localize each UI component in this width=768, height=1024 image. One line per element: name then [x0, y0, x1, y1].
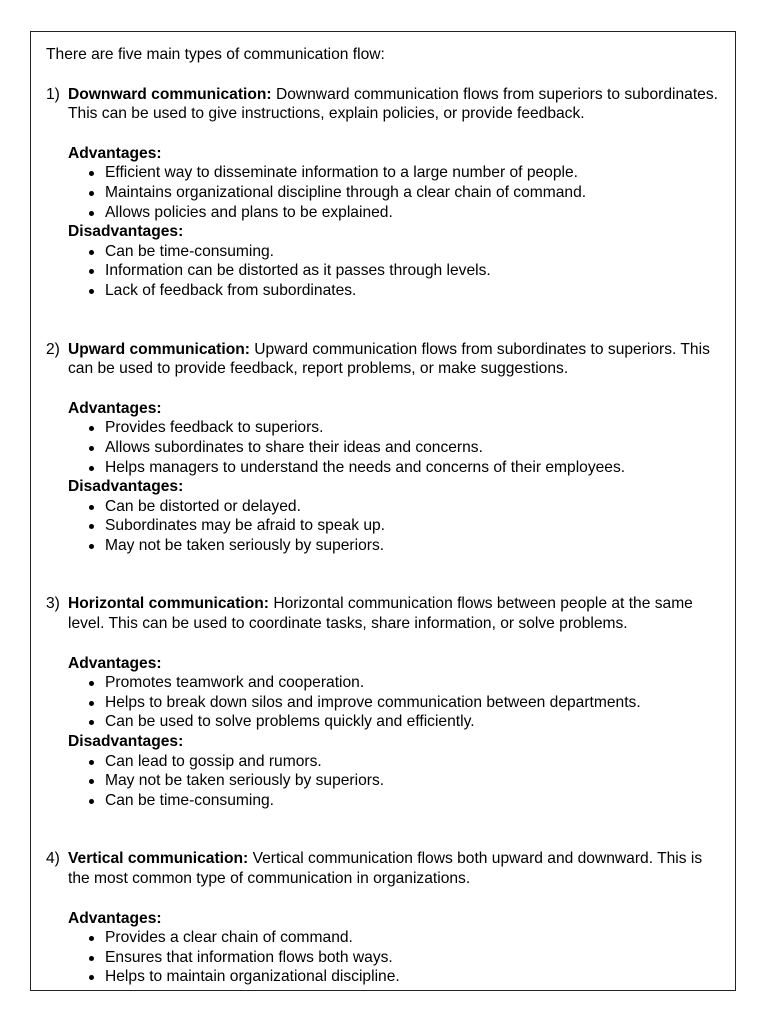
- section-heading: [46, 85, 726, 124]
- list-item: Can be distorted or delayed.: [68, 497, 726, 517]
- section-description: Horizontal communication flows between people at the same level. This can be used to coordinate tasks, share information, or solve problems.: [68, 595, 693, 633]
- section-horizontal: [46, 594, 726, 810]
- section-heading: [46, 340, 726, 379]
- section-description: Vertical communication flows both upward and downward. This is the most common type of communication in organizations.: [68, 850, 703, 887]
- disadvantages-label: Disadvantages:: [68, 223, 184, 241]
- list-item: Lack of feedback from subordinates.: [68, 281, 726, 301]
- section-number: 4): [46, 850, 60, 868]
- pros-cons: [46, 399, 726, 556]
- list-item: Efficient way to disseminate information to a large number of people.: [68, 163, 726, 183]
- list-item: Helps to break down silos and improve communication between departments.: [68, 693, 726, 713]
- section-description: Downward communication flows from superiors to subordinates. This can be used to give instructions, explain policies, or provide feedback.: [68, 85, 718, 123]
- disadvantages-list: [68, 242, 726, 301]
- list-item: Helps to maintain organizational discipline.: [68, 967, 726, 987]
- list-item: Maintains organizational discipline through a clear chain of command.: [68, 183, 726, 203]
- advantages-list: [68, 673, 726, 732]
- section-number: 2): [46, 340, 60, 358]
- disadvantages-label: Disadvantages:: [68, 733, 184, 751]
- list-item: Can be time-consuming.: [68, 791, 726, 811]
- list-item: Information can be distorted as it passes through levels.: [68, 261, 726, 281]
- list-item: Can lead to gossip and rumors.: [68, 752, 726, 772]
- section-heading: [46, 594, 726, 633]
- section-upward: [46, 340, 726, 556]
- section-heading: [46, 849, 726, 888]
- advantages-label: Advantages:: [68, 909, 162, 927]
- list-item: May not be taken seriously by superiors.: [68, 771, 726, 791]
- section-downward: [46, 85, 726, 301]
- pros-cons: [46, 909, 726, 987]
- list-item: Allows policies and plans to be explained.: [68, 203, 726, 223]
- pros-cons: [46, 144, 726, 301]
- section-title: Horizontal communication:: [68, 595, 269, 613]
- advantages-list: [68, 928, 726, 987]
- list-item: Can be time-consuming.: [68, 242, 726, 262]
- list-item: Promotes teamwork and cooperation.: [68, 673, 726, 693]
- section-vertical: [46, 849, 726, 987]
- advantages-label: Advantages:: [68, 144, 162, 162]
- list-item: Provides feedback to superiors.: [68, 418, 726, 438]
- advantages-label: Advantages:: [68, 399, 162, 417]
- section-title: Upward communication:: [68, 340, 250, 358]
- document-body: [46, 45, 726, 987]
- list-item: Subordinates may be afraid to speak up.: [68, 516, 726, 536]
- disadvantages-label: Disadvantages:: [68, 478, 184, 496]
- list-item: Ensures that information flows both ways.: [68, 948, 726, 968]
- list-item: Allows subordinates to share their ideas and concerns.: [68, 438, 726, 458]
- pros-cons: [46, 654, 726, 811]
- advantages-label: Advantages:: [68, 654, 162, 672]
- list-item: May not be taken seriously by superiors.: [68, 536, 726, 556]
- section-description: Upward communication flows from subordinates to superiors. This can be used to provide feedback, report problems, or make suggestions.: [68, 340, 710, 378]
- disadvantages-list: [68, 497, 726, 556]
- disadvantages-list: [68, 752, 726, 811]
- intro-text: There are five main types of communication flow:: [46, 46, 385, 63]
- section-title: Vertical communication:: [68, 850, 249, 868]
- list-item: Can be used to solve problems quickly and efficiently.: [68, 712, 726, 732]
- list-item: Provides a clear chain of command.: [68, 928, 726, 948]
- section-number: 1): [46, 85, 60, 103]
- list-item: Helps managers to understand the needs and concerns of their employees.: [68, 458, 726, 478]
- advantages-list: [68, 163, 726, 222]
- section-number: 3): [46, 595, 60, 613]
- advantages-list: [68, 418, 726, 477]
- section-title: Downward communication:: [68, 85, 272, 103]
